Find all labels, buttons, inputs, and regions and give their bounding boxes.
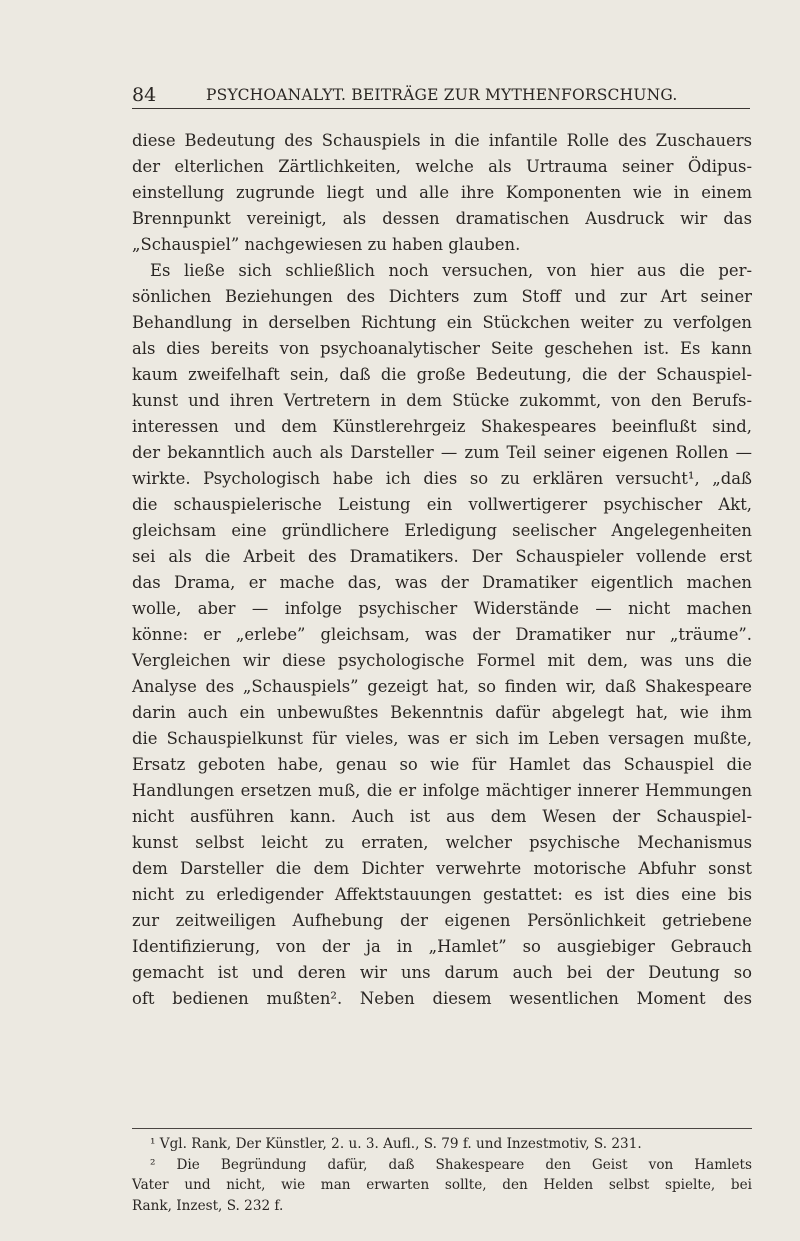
text-line: das Drama, er mache das, was der Dramatiker eigentlich machen [132, 573, 752, 592]
text-line: könne: er „erlebe” gleichsam, was der Dramatiker nur „träume”. [132, 625, 752, 644]
text-line: als dies bereits von psychoanalytischer Seite geschehen ist. Es kann [132, 339, 752, 358]
text-line: wirkte. Psychologisch habe ich dies so zu erklären versucht¹, „daß [132, 469, 752, 488]
text-line: zur zeitweiligen Aufhebung der eigenen Persönlichkeit getriebene [132, 911, 752, 930]
running-head [132, 83, 750, 107]
running-title: PSYCHOANALYT. BEITRÄGE ZUR MYTHENFORSCHUNG. [206, 86, 678, 104]
text-line: Handlungen ersetzen muß, die er infolge mächtiger innerer Hemmungen [132, 781, 752, 800]
text-line: „Schauspiel” nachgewiesen zu haben glauben. [132, 235, 521, 254]
text-line: nicht ausführen kann. Auch ist aus dem Wesen der Schauspiel- [132, 807, 752, 826]
text-line: Brennpunkt vereinigt, als dessen dramatischen Ausdruck wir das [132, 209, 752, 228]
text-line: die Schauspielkunst für vieles, was er sich im Leben versagen mußte, [132, 729, 752, 748]
footnote-2-end: Rank, Inzest, S. 232 f. [132, 1197, 284, 1214]
text-line: kaum zweifelhaft sein, daß die große Bedeutung, die der Schauspiel- [132, 365, 752, 384]
header-rule [132, 108, 750, 109]
text-line: gleichsam eine gründlichere Erledigung seelischer Angelegenheiten [132, 521, 752, 540]
text-line: der bekanntlich auch als Darsteller — zum Teil seiner eigenen Rollen — [132, 443, 752, 462]
text-line: dem Darsteller die dem Dichter verwehrte motorische Abfuhr sonst [132, 859, 752, 878]
page-number: 84 [132, 84, 157, 106]
footnote-2: ² Die Begründung dafür, daß Shakespeare den Geist von Hamlets [150, 1156, 752, 1173]
text-line: Identifizierung, von der ja in „Hamlet” so ausgiebiger Gebrauch [132, 937, 752, 956]
text-line: der elterlichen Zärtlichkeiten, welche als Urtrauma seiner Ödipus- [132, 157, 752, 176]
text-line: oft bedienen mußten². Neben diesem wesentlichen Moment des [132, 989, 752, 1008]
text-line: kunst und ihren Vertretern in dem Stücke zukommt, von den Berufs- [132, 391, 752, 410]
text-line: interessen und dem Künstlerehrgeiz Shakespeares beeinflußt sind, [132, 417, 752, 436]
footnote-rule [132, 1128, 752, 1129]
text-line: darin auch ein unbewußtes Bekenntnis dafür abgelegt hat, wie ihm [132, 703, 752, 722]
footnote-2-continued: Vater und nicht, wie man erwarten sollte, den Helden selbst spielte, bei [132, 1177, 752, 1193]
text-line: kunst selbst leicht zu erraten, welcher psychische Mechanismus [132, 833, 752, 852]
text-line: Vergleichen wir diese psychologische Formel mit dem, was uns die [132, 651, 752, 670]
footnotes [132, 1134, 752, 1216]
text-line: sönlichen Beziehungen des Dichters zum Stoff und zur Art seiner [132, 287, 752, 306]
body-text [132, 128, 752, 1012]
text-line: Es ließe sich schließlich noch versuchen, von hier aus die per- [150, 261, 752, 280]
text-line: Behandlung in derselben Richtung ein Stückchen weiter zu verfolgen [132, 313, 752, 332]
text-line: nicht zu erledigender Affektstauungen gestattet: es ist dies eine bis [132, 885, 752, 904]
text-line: diese Bedeutung des Schauspiels in die infantile Rolle des Zuschauers [132, 131, 752, 150]
text-line: die schauspielerische Leistung ein vollwertigerer psychischer Akt, [132, 495, 752, 514]
text-line: Ersatz geboten habe, genau so wie für Hamlet das Schauspiel die [132, 755, 752, 774]
text-line: einstellung zugrunde liegt und alle ihre Komponenten wie in einem [132, 183, 752, 202]
text-line: gemacht ist und deren wir uns darum auch bei der Deutung so [132, 963, 752, 982]
text-line: sei als die Arbeit des Dramatikers. Der Schauspieler vollende erst [132, 547, 752, 566]
footnote-1: ¹ Vgl. Rank, Der Künstler, 2. u. 3. Aufl., S. 79 f. und Inzestmotiv, S. 231. [150, 1136, 642, 1152]
text-line: Analyse des „Schauspiels” gezeigt hat, so finden wir, daß Shakespeare [132, 677, 752, 696]
text-line: wolle, aber — infolge psychischer Widerstände — nicht machen [132, 599, 752, 618]
